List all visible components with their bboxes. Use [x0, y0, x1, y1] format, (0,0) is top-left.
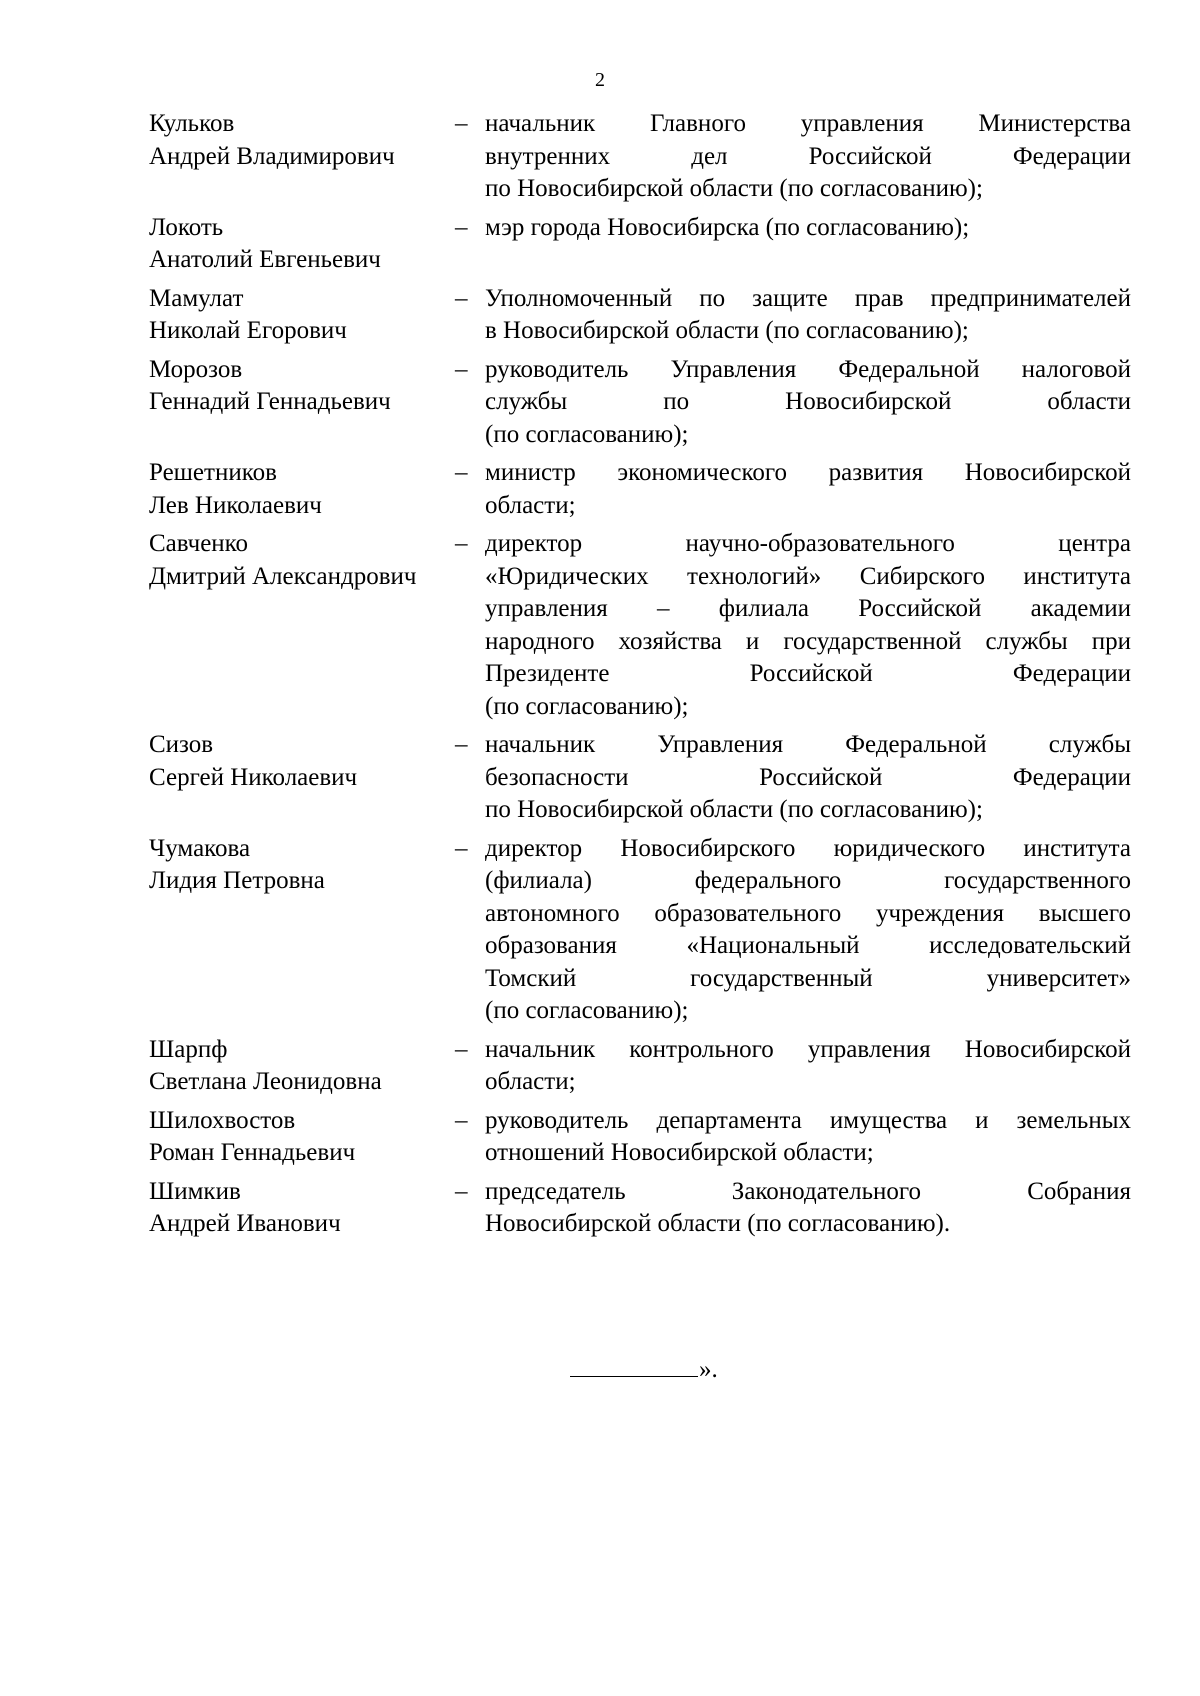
commission-member-list [149, 108, 1143, 1247]
member-given-name: Андрей Владимирович [149, 142, 395, 170]
member-name [149, 1034, 455, 1099]
position-line: по Новосибирской области (по согласованию); [485, 175, 983, 202]
member-given-name: Николай Егорович [149, 317, 347, 344]
separator-dash: – [455, 284, 468, 312]
separator-dash: – [455, 355, 468, 383]
position-line: начальник контрольного управления Новосибирской [485, 1035, 1131, 1063]
member-entry [149, 833, 1143, 1028]
position-line: службы по Новосибирской области [485, 388, 1131, 415]
member-position [485, 212, 1131, 277]
separator-dash: – [455, 530, 468, 557]
member-name [149, 528, 455, 723]
member-entry [149, 354, 1143, 452]
member-position [485, 528, 1131, 723]
position-line: директор научно-образовательного центра [485, 530, 1131, 557]
member-entry [149, 1105, 1143, 1170]
member-surname: Мамулат [149, 284, 244, 312]
position-line: области; [485, 1068, 576, 1095]
member-entry [149, 212, 1143, 277]
position-line: отношений Новосибирской области; [485, 1139, 874, 1166]
position-line: по Новосибирской области (по согласованию); [485, 796, 983, 823]
member-surname: Решетников [149, 459, 277, 486]
member-given-name: Дмитрий Александрович [149, 562, 417, 590]
position-line: (по согласованию); [485, 997, 689, 1024]
member-name [149, 457, 455, 522]
member-given-name: Роман Геннадьевич [149, 1139, 356, 1166]
position-line: управления – филиала Российской академии [485, 595, 1131, 622]
member-surname: Локоть [149, 213, 224, 241]
member-entry [149, 283, 1143, 348]
position-line: образования «Национальный исследовательский [485, 932, 1131, 959]
position-line: «Юридических технологий» Сибирского института [485, 562, 1131, 590]
member-position [485, 108, 1131, 206]
member-entry [149, 528, 1143, 723]
separator-dash: – [455, 1177, 468, 1205]
member-name [149, 1176, 455, 1241]
member-surname: Морозов [149, 355, 243, 383]
position-line: народного хозяйства и государственной службы при [485, 627, 1131, 655]
separator-dash: – [455, 459, 468, 486]
position-line: председатель Законодательного Собрания [485, 1177, 1131, 1205]
member-position [485, 354, 1131, 452]
position-line: области; [485, 491, 576, 519]
position-line: руководитель Управления Федеральной налоговой [485, 355, 1131, 383]
member-position [485, 1034, 1131, 1099]
member-entry [149, 457, 1143, 522]
member-given-name: Геннадий Геннадьевич [149, 388, 391, 415]
member-name [149, 108, 455, 206]
position-line: Уполномоченный по защите прав предпринимателей [485, 284, 1131, 312]
member-given-name: Лев Николаевич [149, 491, 322, 519]
position-line: (филиала) федерального государственного [485, 867, 1131, 894]
separator-dash: – [455, 731, 468, 758]
member-surname: Шимкив [149, 1177, 241, 1205]
position-line: в Новосибирской области (по согласованию); [485, 317, 969, 344]
position-line: Новосибирской области (по согласованию). [485, 1210, 951, 1237]
signature-blank [570, 1352, 698, 1377]
member-given-name: Светлана Леонидовна [149, 1068, 382, 1095]
member-given-name: Андрей Иванович [149, 1210, 341, 1237]
separator-dash: – [455, 110, 468, 137]
member-entry [149, 1034, 1143, 1099]
separator-dash: – [455, 1035, 468, 1063]
page-number: 2 [595, 69, 605, 91]
closing-quote-mark: ». [699, 1356, 718, 1383]
member-surname: Чумакова [149, 834, 251, 862]
separator-dash: – [455, 213, 468, 241]
member-position [485, 1176, 1131, 1241]
member-entry [149, 108, 1143, 206]
member-name [149, 833, 455, 1028]
member-entry [149, 729, 1143, 827]
member-position [485, 283, 1131, 348]
member-name [149, 354, 455, 452]
member-name [149, 212, 455, 277]
position-line: начальник Управления Федеральной службы [485, 731, 1131, 758]
position-line: Президенте Российской Федерации [485, 660, 1131, 687]
member-name [149, 283, 455, 348]
member-position [485, 729, 1131, 827]
position-line: министр экономического развития Новосибирской [485, 459, 1131, 486]
member-entry [149, 1176, 1143, 1241]
member-position [485, 1105, 1131, 1170]
member-name [149, 729, 455, 827]
member-given-name: Лидия Петровна [149, 867, 325, 894]
member-given-name: Сергей Николаевич [149, 763, 358, 791]
separator-dash: – [455, 834, 468, 862]
member-surname: Кульков [149, 110, 235, 137]
position-line: начальник Главного управления Министерства [485, 110, 1131, 137]
member-surname: Савченко [149, 530, 249, 557]
position-line: (по согласованию); [485, 420, 689, 448]
position-line: безопасности Российской Федерации [485, 763, 1131, 791]
closing-line [570, 1352, 718, 1385]
separator-dash: – [455, 1106, 468, 1134]
position-line: Томский государственный университет» [485, 964, 1131, 992]
member-surname: Шилохвостов [149, 1106, 296, 1134]
position-line: внутренних дел Российской Федерации [485, 142, 1131, 170]
member-surname: Шарпф [149, 1035, 228, 1063]
position-line: автономного образовательного учреждения высшего [485, 899, 1131, 927]
member-surname: Сизов [149, 731, 214, 758]
position-line: руководитель департамента имущества и земельных [485, 1106, 1131, 1134]
member-position [485, 833, 1131, 1028]
position-line: мэр города Новосибирска (по согласованию); [485, 213, 970, 241]
position-line: директор Новосибирского юридического института [485, 834, 1131, 862]
position-line: (по согласованию); [485, 692, 689, 720]
member-position [485, 457, 1131, 522]
member-name [149, 1105, 455, 1170]
member-given-name: Анатолий Евгеньевич [149, 246, 381, 273]
